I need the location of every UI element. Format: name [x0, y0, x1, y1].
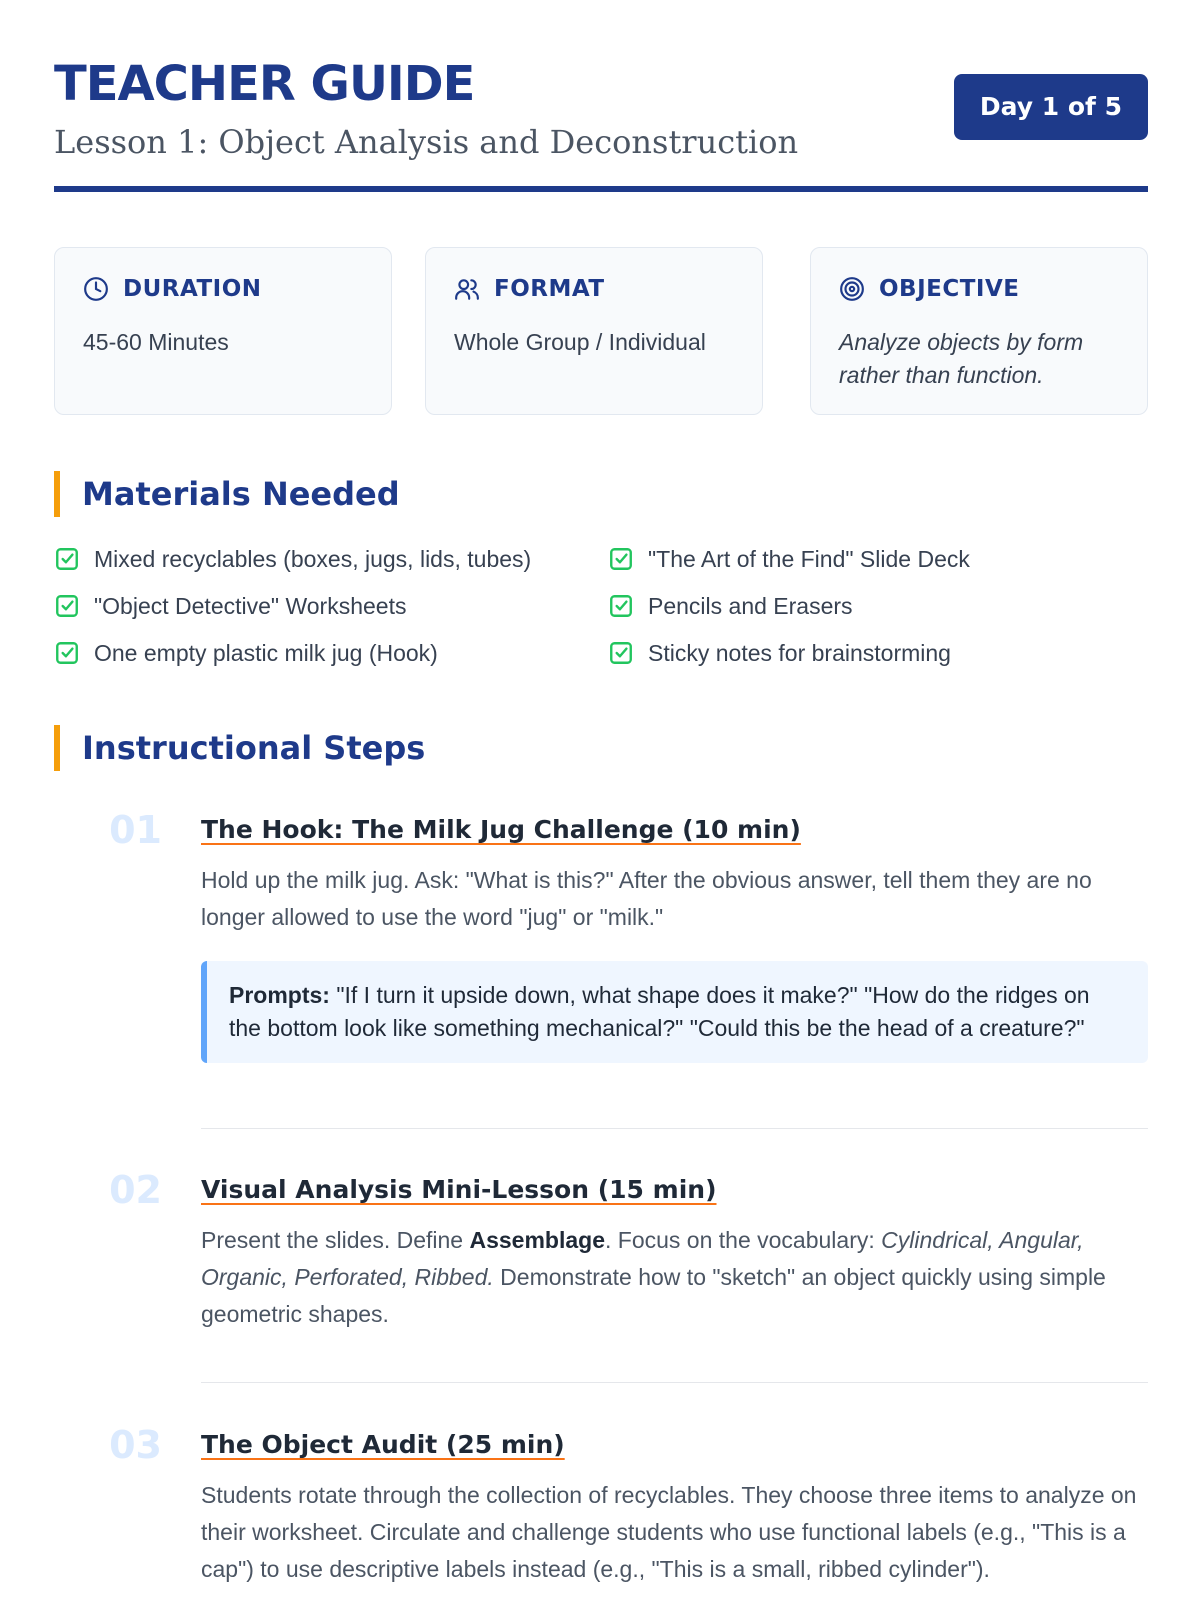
- material-text: "The Art of the Find" Slide Deck: [648, 545, 970, 572]
- prompt-callout: [201, 961, 1148, 1063]
- material-item: [608, 591, 853, 621]
- prompt-label: Prompts:: [229, 982, 330, 1008]
- step-divider: [201, 1128, 1148, 1129]
- material-text: Pencils and Erasers: [648, 592, 853, 619]
- step-description: Hold up the milk jug. Ask: "What is this?" After the obvious answer, tell them they are no longer allowed to use the word "jug" or "milk.": [201, 867, 1092, 930]
- info-cards: [54, 247, 1148, 417]
- prompt-text: "If I turn it upside down, what shape does it make?" "How do the ridges on the bottom look like something mechanical?" "Could this be the head of a creature?": [229, 982, 1090, 1041]
- day-badge: Day 1 of 5: [954, 74, 1148, 140]
- material-item: [54, 544, 531, 574]
- material-text: "Object Detective" Worksheets: [94, 592, 407, 619]
- material-item: [608, 544, 970, 574]
- material-text: Sticky notes for brainstorming: [648, 639, 951, 666]
- step-description: [201, 1222, 1148, 1333]
- checkbox-checked-icon: [54, 546, 80, 572]
- step-divider: [201, 1382, 1148, 1383]
- format-card: [425, 247, 763, 415]
- clock-icon: [83, 276, 109, 302]
- checkbox-checked-icon: [54, 640, 80, 666]
- step-text: Present the slides. Define: [201, 1227, 470, 1253]
- page-title: TEACHER GUIDE: [54, 56, 475, 112]
- assemblage-term: Assemblage: [469, 1227, 605, 1253]
- checkbox-checked-icon: [608, 640, 634, 666]
- material-item: [54, 591, 406, 621]
- step-number: 03: [109, 1423, 162, 1467]
- material-item: [608, 638, 951, 668]
- objective-label: OBJECTIVE: [879, 276, 1020, 302]
- checkbox-checked-icon: [608, 593, 634, 619]
- step-text: Demonstrate how to "sketch" an object quickly using simple geometric shapes.: [201, 1264, 1106, 1327]
- step-description: Students rotate through the collection of recyclables. They choose three items to analyze on their worksheet. Circulate and challenge students who use functional labels (e.g., "This is a cap") to use descriptive labels instead (e.g., "This is a small, ribbed cylinder").: [201, 1482, 1137, 1582]
- step-number: 01: [109, 808, 162, 852]
- checkbox-checked-icon: [608, 546, 634, 572]
- material-text: One empty plastic milk jug (Hook): [94, 639, 438, 666]
- vocabulary-terms: Cylindrical, Angular, Organic, Perforated, Ribbed.: [201, 1227, 1084, 1290]
- duration-value: 45-60 Minutes: [83, 329, 229, 355]
- page-header: [54, 52, 1148, 192]
- checkbox-checked-icon: [54, 593, 80, 619]
- objective-card: [810, 247, 1148, 415]
- step-title: The Object Audit (25 min): [201, 1430, 565, 1459]
- objective-value: Analyze objects by form rather than function.: [839, 329, 1084, 388]
- format-value: Whole Group / Individual: [454, 329, 706, 355]
- step-number: 02: [109, 1168, 162, 1212]
- format-label: FORMAT: [494, 276, 605, 302]
- steps-heading: Instructional Steps: [54, 725, 425, 771]
- step-title: The Hook: The Milk Jug Challenge (10 min): [201, 815, 801, 844]
- header-divider: [54, 186, 1148, 192]
- duration-card: [54, 247, 392, 415]
- target-icon: [839, 276, 865, 302]
- step-title: Visual Analysis Mini-Lesson (15 min): [201, 1175, 717, 1204]
- step-text: . Focus on the vocabulary:: [605, 1227, 882, 1253]
- duration-label: DURATION: [123, 276, 262, 302]
- lesson-subtitle: Lesson 1: Object Analysis and Deconstruction: [54, 123, 799, 161]
- material-text: Mixed recyclables (boxes, jugs, lids, tubes): [94, 545, 532, 572]
- material-item: [54, 638, 438, 668]
- materials-heading: Materials Needed: [54, 471, 400, 517]
- users-icon: [454, 276, 480, 302]
